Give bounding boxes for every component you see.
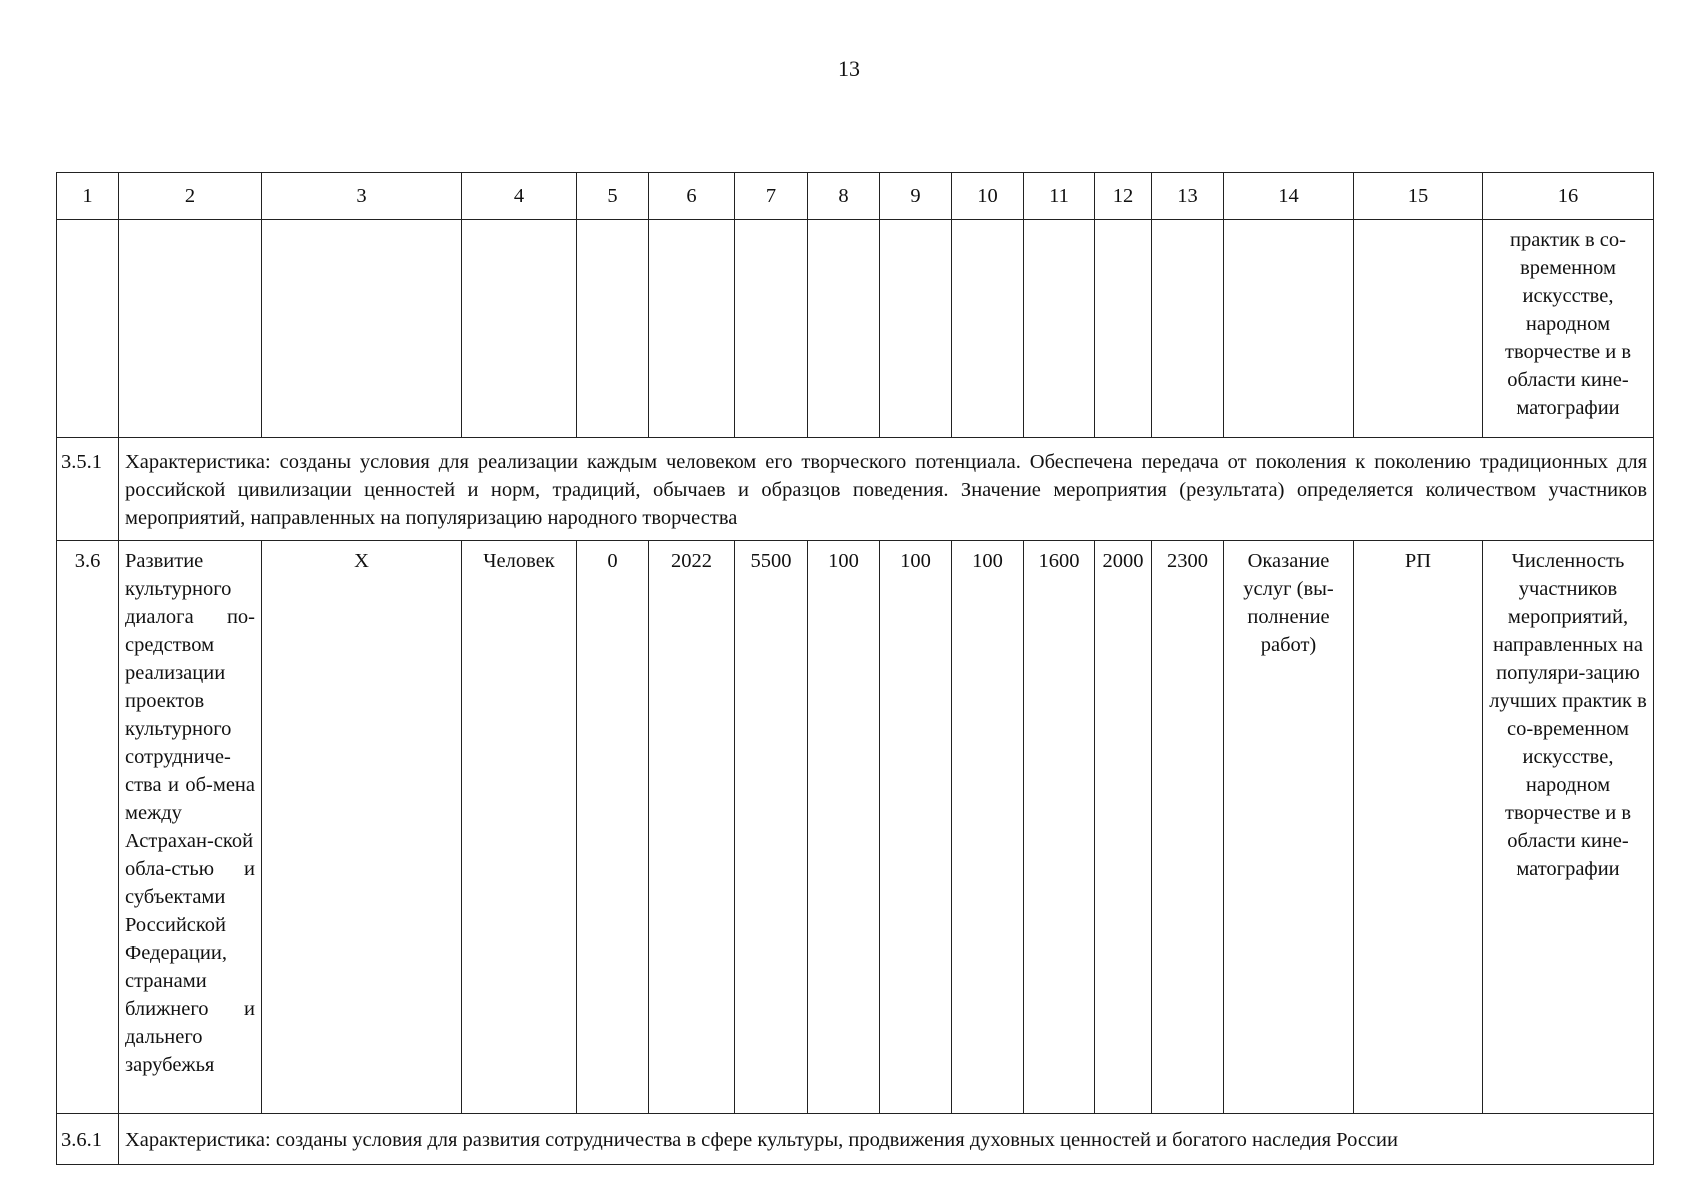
header-cell: 10 <box>952 173 1024 220</box>
empty-cell <box>577 220 649 438</box>
header-cell: 13 <box>1152 173 1224 220</box>
header-cell: 3 <box>262 173 462 220</box>
empty-cell <box>262 220 462 438</box>
source-cell: РП <box>1354 541 1483 1114</box>
unit-cell: Человек <box>462 541 577 1114</box>
cell-col7: 5500 <box>735 541 808 1114</box>
characteristic-row-3-5-1 <box>57 438 1654 541</box>
cell-col5: 0 <box>577 541 649 1114</box>
header-cell: 6 <box>649 173 735 220</box>
header-cell: 15 <box>1354 173 1483 220</box>
page-number: 13 <box>838 56 860 81</box>
header-cell: 7 <box>735 173 808 220</box>
header-cell: 16 <box>1483 173 1654 220</box>
cell-col11: 1600 <box>1024 541 1095 1114</box>
header-cell: 4 <box>462 173 577 220</box>
empty-cell <box>1152 220 1224 438</box>
header-cell: 1 <box>57 173 119 220</box>
empty-cell <box>808 220 880 438</box>
measure-name: Развитие культурного диалога по-средством реализации проектов культурного сотрудниче-ства и об-мена между Астрахан-ской обла-стью и субъектами Российской Федерации, странами ближнего и дальнего зарубежья <box>119 541 262 1114</box>
service-type-cell: Оказание услуг (вы-полнение работ) <box>1224 541 1354 1114</box>
header-cell: 14 <box>1224 173 1354 220</box>
header-cell: 5 <box>577 173 649 220</box>
characteristic-row-3-6-1 <box>57 1114 1654 1165</box>
empty-cell <box>735 220 808 438</box>
indicator-table <box>56 172 1654 1165</box>
continuation-indicator-text: практик в со-временном искусстве, народном творчестве и в области кине-матографии <box>1483 220 1654 438</box>
header-cell: 11 <box>1024 173 1095 220</box>
cell-col9: 100 <box>880 541 952 1114</box>
empty-cell <box>119 220 262 438</box>
empty-cell <box>1354 220 1483 438</box>
cell-col13: 2300 <box>1152 541 1224 1114</box>
row-code: 3.5.1 <box>57 438 119 541</box>
continuation-row <box>57 220 1654 438</box>
cell-col3: Х <box>262 541 462 1114</box>
empty-cell <box>1224 220 1354 438</box>
empty-cell <box>57 220 119 438</box>
empty-cell <box>1095 220 1152 438</box>
cell-col6: 2022 <box>649 541 735 1114</box>
empty-cell <box>880 220 952 438</box>
empty-cell <box>462 220 577 438</box>
header-cell: 8 <box>808 173 880 220</box>
empty-cell <box>649 220 735 438</box>
header-cell: 12 <box>1095 173 1152 220</box>
characteristic-text: Характеристика: созданы условия для реализации каждым человеком его творческого потенциала. Обеспечена передача от поколения к поколению традиционных для российской цивилизации ценностей и норм, традиций, обычаев и образцов поведения. Значение мероприятия (результата) определяется количеством участников мероприятий, направленных на популяризацию народного творчества <box>119 438 1654 541</box>
measure-row-3-6 <box>57 541 1654 1114</box>
header-row <box>57 173 1654 220</box>
cell-col8: 100 <box>808 541 880 1114</box>
row-code: 3.6 <box>57 541 119 1114</box>
characteristic-text: Характеристика: созданы условия для развития сотрудничества в сфере культуры, продвижения духовных ценностей и богатого наследия России <box>119 1114 1654 1165</box>
empty-cell <box>1024 220 1095 438</box>
empty-cell <box>952 220 1024 438</box>
header-cell: 2 <box>119 173 262 220</box>
indicator-text: Численность участников мероприятий, направленных на популяри-зацию лучших практик в со-временном искусстве, народном творчестве и в области кине-матографии <box>1483 541 1654 1114</box>
cell-col10: 100 <box>952 541 1024 1114</box>
cell-col12: 2000 <box>1095 541 1152 1114</box>
row-code: 3.6.1 <box>57 1114 119 1165</box>
header-cell: 9 <box>880 173 952 220</box>
